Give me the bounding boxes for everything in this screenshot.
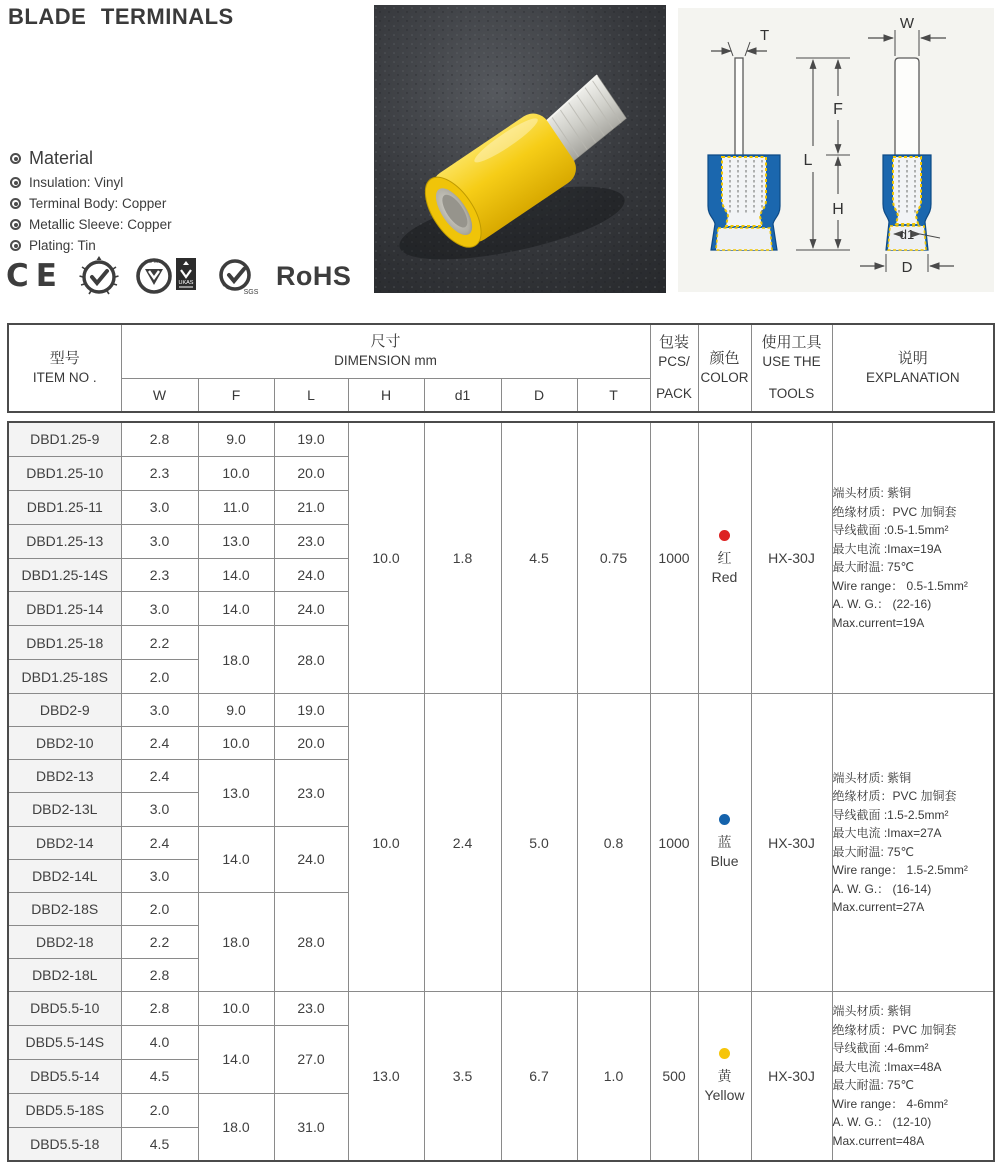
dim-f-cell: 10.0 — [198, 456, 274, 490]
explanation-line: 最大电流 :Imax=19A — [832, 541, 942, 556]
explanation-line: 绝缘材质：PVC 加铜套 — [832, 504, 957, 519]
dimension-diagram — [678, 8, 994, 292]
item-no-cell: DBD1.25-18S — [8, 660, 121, 694]
explanation-line: 端头材质: 紫铜 — [832, 1004, 912, 1019]
dim-w-cell: 3.0 — [121, 524, 198, 558]
explanation-line: A. W. G.： (16-14) — [832, 881, 932, 896]
color-name-zh: 红 — [717, 549, 732, 566]
item-no-cell: DBD1.25-9 — [8, 422, 121, 456]
ukas-check-badge-icon — [134, 254, 200, 298]
material-item: Insulation: Vinyl — [29, 175, 124, 190]
material-item: Plating: Tin — [29, 238, 96, 253]
table-row — [8, 991, 994, 1025]
dim-w-cell: 2.8 — [121, 958, 198, 991]
dim-w-cell: 3.0 — [121, 859, 198, 892]
item-no-cell: DBD1.25-11 — [8, 490, 121, 524]
explanation-line: Wire range： 1.5-2.5mm² — [832, 863, 968, 878]
dim-w-cell: 2.3 — [121, 456, 198, 490]
dim-w-cell: 3.0 — [121, 793, 198, 826]
col-header-color-en: COLOR — [700, 370, 749, 385]
col-header-pack — [650, 324, 698, 412]
dim-l-cell: 19.0 — [274, 694, 348, 727]
dim-w-cell: 4.5 — [121, 1059, 198, 1093]
col-header-f: F — [198, 378, 274, 412]
dim-f-cell: 14.0 — [198, 1025, 274, 1093]
dim-f-cell: 14.0 — [198, 826, 274, 892]
col-header-dimension — [121, 324, 650, 378]
item-no-cell: DBD2-18S — [8, 892, 121, 925]
dim-w-cell: 2.2 — [121, 925, 198, 958]
explanation-line: 端头材质: 紫铜 — [832, 770, 912, 785]
material-item-row — [10, 196, 172, 211]
dim-f-cell: 13.0 — [198, 524, 274, 558]
color-name-en: Blue — [710, 853, 739, 870]
bullet-icon — [10, 219, 21, 230]
explanation-line: Max.current=27A — [832, 900, 925, 915]
dim-h-cell: 10.0 — [348, 422, 424, 694]
dim-d-cell: 6.7 — [501, 991, 577, 1161]
item-no-cell: DBD2-18L — [8, 958, 121, 991]
color-name-zh: 蓝 — [717, 834, 732, 851]
table-row — [8, 694, 994, 727]
dim-l-cell: 19.0 — [274, 422, 348, 456]
col-header-tools — [751, 324, 832, 412]
item-no-cell: DBD5.5-18S — [8, 1093, 121, 1127]
svg-text:UKAS: UKAS — [178, 280, 194, 286]
col-header-dim-en: DIMENSION mm — [334, 353, 437, 369]
col-header-tools-zh: 使用工具 — [761, 334, 822, 351]
col-header-item-zh: 型号 — [49, 350, 80, 367]
color-cell — [698, 991, 751, 1161]
dim-h-cell: 10.0 — [348, 694, 424, 992]
explanation-cell — [832, 422, 994, 694]
dim-w-cell: 2.0 — [121, 1093, 198, 1127]
explanation-line: 端头材质: 紫铜 — [832, 486, 912, 501]
dim-w-cell: 2.0 — [121, 892, 198, 925]
dim-label-d1: d1 — [899, 227, 915, 242]
material-heading: Material — [29, 148, 94, 168]
material-item-row — [10, 175, 172, 190]
explanation-line: Max.current=48A — [832, 1133, 925, 1148]
col-header-pack-en1: PCS/ — [658, 354, 690, 369]
material-item: Terminal Body: Copper — [29, 196, 167, 211]
item-no-cell: DBD1.25-18 — [8, 626, 121, 660]
dim-w-cell: 2.4 — [121, 826, 198, 859]
dim-label-w: W — [899, 15, 915, 32]
color-cell — [698, 694, 751, 992]
dim-l-cell: 23.0 — [274, 991, 348, 1025]
bullet-icon — [10, 240, 21, 251]
explanation-line: 最大耐温: 75℃ — [832, 560, 914, 575]
dim-t-cell: 0.75 — [577, 422, 650, 694]
col-header-expl-zh: 说明 — [897, 350, 928, 367]
dim-label-f: F — [833, 101, 843, 118]
col-header-w: W — [121, 378, 198, 412]
col-header-d: D — [501, 378, 577, 412]
spec-table-header — [7, 323, 995, 413]
dim-w-cell: 3.0 — [121, 592, 198, 626]
col-header-color-zh: 颜色 — [709, 350, 740, 367]
col-header-tools-en1: USE THE — [762, 354, 821, 369]
col-header-explanation — [832, 324, 994, 412]
item-no-cell: DBD2-13L — [8, 793, 121, 826]
dim-w-cell: 4.5 — [121, 1127, 198, 1161]
explanation-line: A. W. G.： (22-16) — [832, 597, 932, 612]
col-header-tools-en2: TOOLS — [768, 386, 815, 401]
dim-l-cell: 23.0 — [274, 524, 348, 558]
sgs-check-badge-icon — [213, 254, 263, 298]
bullet-icon — [10, 177, 21, 188]
item-no-cell: DBD2-9 — [8, 694, 121, 727]
color-cell — [698, 422, 751, 694]
dim-w-cell: 2.8 — [121, 991, 198, 1025]
dim-l-cell: 20.0 — [274, 456, 348, 490]
dim-f-cell: 13.0 — [198, 760, 274, 826]
item-no-cell: DBD5.5-14S — [8, 1025, 121, 1059]
dim-l-cell: 23.0 — [274, 760, 348, 826]
dim-l-cell: 28.0 — [274, 892, 348, 991]
dim-w-cell: 3.0 — [121, 490, 198, 524]
dim-l-cell: 24.0 — [274, 558, 348, 592]
col-header-dim-zh: 尺寸 — [370, 333, 401, 351]
dim-w-cell: 2.3 — [121, 558, 198, 592]
item-no-cell: DBD1.25-14 — [8, 592, 121, 626]
item-no-cell: DBD1.25-14S — [8, 558, 121, 592]
explanation-line: 最大耐温: 75℃ — [832, 844, 914, 859]
dim-l-cell: 21.0 — [274, 490, 348, 524]
svg-text:ISO 9001: ISO 9001 — [144, 259, 164, 264]
color-dot-icon — [719, 1048, 730, 1059]
item-no-cell: DBD2-10 — [8, 727, 121, 760]
explanation-cell — [832, 694, 994, 992]
dim-f-cell: 10.0 — [198, 991, 274, 1025]
explanation-line: 导线截面 :1.5-2.5mm² — [832, 807, 949, 822]
item-no-cell: DBD1.25-10 — [8, 456, 121, 490]
tool-cell: HX-30J — [751, 694, 832, 992]
dim-l-cell: 27.0 — [274, 1025, 348, 1093]
dim-h-cell: 13.0 — [348, 991, 424, 1161]
item-no-cell: DBD2-18 — [8, 925, 121, 958]
dim-w-cell: 2.8 — [121, 422, 198, 456]
color-dot-icon — [719, 530, 730, 541]
col-header-item — [8, 324, 121, 412]
explanation-line: Wire range： 0.5-1.5mm² — [832, 578, 968, 593]
color-name-en: Red — [711, 568, 738, 585]
col-header-t: T — [577, 378, 650, 412]
quality-check-badge-icon — [77, 254, 121, 298]
col-header-pack-zh: 包装 — [659, 334, 690, 351]
dim-label-h: H — [832, 201, 844, 218]
col-header-h: H — [348, 378, 424, 412]
dim-label-d: D — [901, 259, 913, 276]
explanation-cell — [832, 991, 994, 1161]
dim-l-cell: 20.0 — [274, 727, 348, 760]
dim-d1-cell: 1.8 — [424, 422, 501, 694]
item-no-cell: DBD5.5-10 — [8, 991, 121, 1025]
dim-f-cell: 14.0 — [198, 558, 274, 592]
explanation-line: 导线截面 :4-6mm² — [832, 1041, 929, 1056]
item-no-cell: DBD2-13 — [8, 760, 121, 793]
dim-f-cell: 18.0 — [198, 1093, 274, 1161]
col-header-pack-en2: PACK — [656, 386, 692, 401]
item-no-cell: DBD5.5-18 — [8, 1127, 121, 1161]
table-row — [8, 422, 994, 456]
col-header-color — [698, 324, 751, 412]
explanation-line: A. W. G.： (12-10) — [832, 1115, 932, 1130]
product-photo — [374, 5, 666, 293]
explanation-line: 绝缘材质：PVC 加铜套 — [832, 789, 957, 804]
dim-t-cell: 0.8 — [577, 694, 650, 992]
bullet-icon — [10, 198, 21, 209]
dim-w-cell: 2.0 — [121, 660, 198, 694]
dim-label-l: L — [803, 152, 813, 169]
dim-f-cell: 18.0 — [198, 626, 274, 694]
dim-d-cell: 4.5 — [501, 422, 577, 694]
material-item-row — [10, 217, 172, 232]
color-name-en: Yellow — [704, 1086, 745, 1103]
col-header-l: L — [274, 378, 348, 412]
dim-l-cell: 24.0 — [274, 592, 348, 626]
spec-table-body — [7, 421, 995, 1162]
dim-label-t: T — [760, 27, 770, 44]
explanation-line: 最大电流 :Imax=27A — [832, 826, 942, 841]
dim-f-cell: 9.0 — [198, 694, 274, 727]
dim-f-cell: 14.0 — [198, 592, 274, 626]
color-name-zh: 黄 — [717, 1067, 732, 1084]
dim-w-cell: 2.4 — [121, 760, 198, 793]
dim-f-cell: 18.0 — [198, 892, 274, 991]
tool-cell: HX-30J — [751, 422, 832, 694]
dim-w-cell: 4.0 — [121, 1025, 198, 1059]
explanation-line: Max.current=19A — [832, 615, 925, 630]
dim-t-cell: 1.0 — [577, 991, 650, 1161]
material-list — [10, 148, 172, 259]
item-no-cell: DBD1.25-13 — [8, 524, 121, 558]
item-no-cell: DBD5.5-14 — [8, 1059, 121, 1093]
svg-text:SGS: SGS — [243, 289, 259, 296]
tool-cell: HX-30J — [751, 991, 832, 1161]
color-dot-icon — [719, 814, 730, 825]
col-header-item-en: ITEM NO . — [32, 370, 97, 385]
bullet-icon — [10, 153, 21, 164]
rohs-label: RoHS — [275, 260, 352, 291]
material-item-row — [10, 238, 172, 253]
col-header-expl-en: EXPLANATION — [866, 370, 960, 385]
ce-mark-icon: CE — [6, 258, 64, 294]
material-heading-row — [10, 148, 172, 169]
explanation-line: 最大电流 :Imax=48A — [832, 1059, 942, 1074]
explanation-line: 最大耐温: 75℃ — [832, 1078, 914, 1093]
dim-l-cell: 31.0 — [274, 1093, 348, 1161]
dim-f-cell: 10.0 — [198, 727, 274, 760]
pack-qty-cell: 1000 — [650, 694, 698, 992]
item-no-cell: DBD2-14 — [8, 826, 121, 859]
dim-l-cell: 24.0 — [274, 826, 348, 892]
dim-w-cell: 2.2 — [121, 626, 198, 660]
material-item: Metallic Sleeve: Copper — [29, 217, 172, 232]
explanation-line: Wire range： 4-6mm² — [832, 1096, 948, 1111]
dim-d1-cell: 3.5 — [424, 991, 501, 1161]
pack-qty-cell: 1000 — [650, 422, 698, 694]
page-title: BLADE TERMINALS — [8, 4, 234, 29]
item-no-cell: DBD2-14L — [8, 859, 121, 892]
col-header-d1: d1 — [424, 378, 501, 412]
explanation-line: 绝缘材质：PVC 加铜套 — [832, 1022, 957, 1037]
explanation-line: 导线截面 :0.5-1.5mm² — [832, 523, 949, 538]
dim-d1-cell: 2.4 — [424, 694, 501, 992]
pack-qty-cell: 500 — [650, 991, 698, 1161]
certification-row — [6, 252, 351, 300]
dim-f-cell: 11.0 — [198, 490, 274, 524]
dim-w-cell: 3.0 — [121, 694, 198, 727]
dim-w-cell: 2.4 — [121, 727, 198, 760]
dim-d-cell: 5.0 — [501, 694, 577, 992]
dim-f-cell: 9.0 — [198, 422, 274, 456]
dim-l-cell: 28.0 — [274, 626, 348, 694]
